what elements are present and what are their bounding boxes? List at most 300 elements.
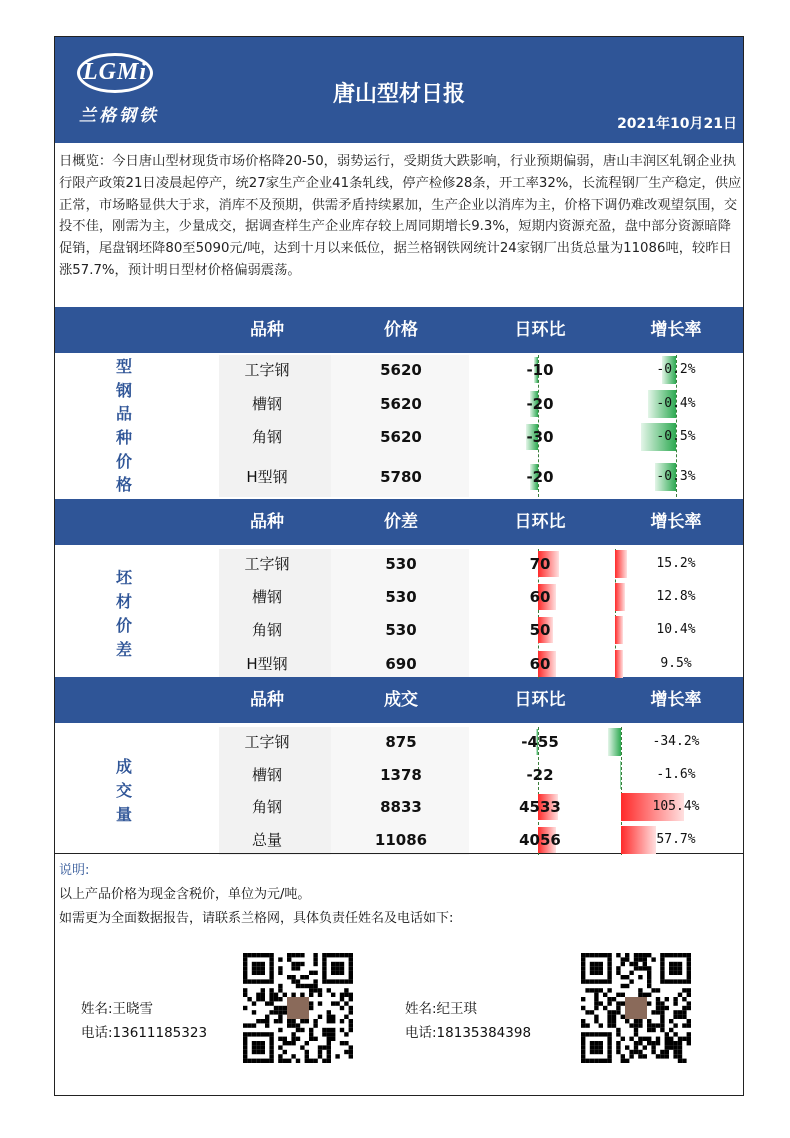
- qr-module: [300, 1045, 304, 1049]
- qr-module: [673, 1015, 677, 1019]
- qr-module: [327, 1015, 331, 1019]
- qr-module: [349, 1050, 353, 1054]
- qr-module: [274, 1006, 278, 1010]
- qr-module: [313, 957, 317, 961]
- qr-module: [687, 993, 691, 997]
- column-header: 日环比: [514, 690, 566, 710]
- qr-module: [638, 1023, 642, 1027]
- qr-module: [261, 997, 265, 1001]
- qr-code-1[interactable]: [241, 951, 355, 1065]
- qr-module: [305, 984, 309, 988]
- daily-change: 60: [529, 655, 551, 673]
- qr-module: [340, 1006, 344, 1010]
- column-header: 增长率: [650, 690, 702, 710]
- qr-module: [305, 1054, 309, 1058]
- qr-module: [581, 997, 585, 1001]
- qr-module: [594, 1050, 598, 1054]
- qr-module: [590, 988, 594, 992]
- qr-module: [296, 1023, 300, 1027]
- qr-module: [340, 979, 344, 983]
- qr-module: [660, 1028, 664, 1032]
- qr-module: [269, 1037, 273, 1041]
- qr-module: [247, 953, 251, 957]
- daily-change: -20: [526, 468, 554, 486]
- qr-module: [581, 1045, 585, 1049]
- qr-module: [344, 1001, 348, 1005]
- qr-module: [599, 1050, 603, 1054]
- qr-module: [581, 975, 585, 979]
- qr-module: [594, 1015, 598, 1019]
- qr-module: [669, 966, 673, 970]
- daily-change: -30: [526, 428, 554, 446]
- qr-module: [687, 979, 691, 983]
- qr-avatar-icon: [287, 997, 309, 1019]
- qr-module: [607, 979, 611, 983]
- qr-module: [607, 1019, 611, 1023]
- qr-module: [629, 971, 633, 975]
- qr-module: [252, 966, 256, 970]
- column-header: 品种: [250, 690, 284, 710]
- qr-avatar-icon: [625, 997, 647, 1019]
- qr-module: [344, 1015, 348, 1019]
- qr-module: [269, 1045, 273, 1049]
- qr-module: [682, 1023, 686, 1027]
- qr-module: [599, 971, 603, 975]
- qr-module: [261, 966, 265, 970]
- qr-module: [621, 957, 625, 961]
- qr-module: [327, 1010, 331, 1014]
- qr-module: [590, 1041, 594, 1045]
- qr-module: [349, 1023, 353, 1027]
- qr-module: [590, 979, 594, 983]
- qr-module: [656, 1001, 660, 1005]
- qr-module: [673, 1032, 677, 1036]
- qr-module: [331, 962, 335, 966]
- qr-module: [638, 966, 642, 970]
- qr-module: [625, 1045, 629, 1049]
- qr-module: [616, 1001, 620, 1005]
- qr-module: [247, 979, 251, 983]
- qr-module: [673, 1001, 677, 1005]
- qr-module: [687, 962, 691, 966]
- qr-module: [322, 1059, 326, 1063]
- qr-module: [682, 1037, 686, 1041]
- qr-code-2[interactable]: [579, 951, 693, 1065]
- qr-module: [673, 1045, 677, 1049]
- qr-module: [309, 1059, 313, 1063]
- qr-module: [243, 957, 247, 961]
- qr-module: [669, 953, 673, 957]
- growth-rate: 105.4%: [652, 799, 700, 814]
- qr-module: [616, 1045, 620, 1049]
- qr-module: [331, 993, 335, 997]
- qr-module: [340, 993, 344, 997]
- qr-module: [313, 1037, 317, 1041]
- qr-module: [625, 984, 629, 988]
- section-label-char: 差: [115, 640, 132, 659]
- section-label-char: 型: [115, 357, 132, 376]
- qr-module: [599, 1045, 603, 1049]
- report-title: 唐山型材日报: [332, 82, 465, 107]
- qr-module: [647, 975, 651, 979]
- qr-module: [647, 1023, 651, 1027]
- qr-module: [678, 1054, 682, 1058]
- qr-module: [269, 957, 273, 961]
- product-name: H型钢: [246, 655, 288, 673]
- qr-module: [647, 1037, 651, 1041]
- qr-module: [656, 1010, 660, 1014]
- qr-module: [344, 953, 348, 957]
- qr-module: [291, 1032, 295, 1036]
- qr-module: [629, 962, 633, 966]
- product-value: 11086: [374, 831, 428, 849]
- qr-module: [252, 1045, 256, 1049]
- qr-module: [621, 1015, 625, 1019]
- qr-module: [607, 962, 611, 966]
- section-header-1: [55, 499, 743, 545]
- qr-module: [243, 975, 247, 979]
- qr-module: [678, 1041, 682, 1045]
- qr-module: [669, 1041, 673, 1045]
- qr-module: [331, 966, 335, 970]
- qr-module: [625, 1019, 629, 1023]
- qr-module: [660, 1010, 664, 1014]
- qr-module: [300, 984, 304, 988]
- qr-module: [621, 962, 625, 966]
- qr-module: [296, 979, 300, 983]
- qr-module: [331, 979, 335, 983]
- qr-module: [331, 1019, 335, 1023]
- product-value: 5620: [380, 428, 422, 446]
- qr-module: [283, 1037, 287, 1041]
- qr-module: [322, 1028, 326, 1032]
- qr-module: [269, 1054, 273, 1058]
- qr-module: [344, 988, 348, 992]
- qr-module: [313, 953, 317, 957]
- qr-module: [651, 1010, 655, 1014]
- qr-module: [590, 1050, 594, 1054]
- qr-module: [327, 1059, 331, 1063]
- qr-module: [656, 1023, 660, 1027]
- qr-module: [335, 966, 339, 970]
- qr-module: [247, 1032, 251, 1036]
- qr-module: [594, 1041, 598, 1045]
- qr-module: [581, 1050, 585, 1054]
- qr-module: [647, 953, 651, 957]
- qr-module: [638, 1050, 642, 1054]
- qr-module: [287, 957, 291, 961]
- qr-module: [335, 1001, 339, 1005]
- qr-module: [590, 1032, 594, 1036]
- product-value: 875: [385, 733, 417, 751]
- growth-rate: 57.7%: [656, 832, 696, 847]
- qr-module: [594, 997, 598, 1001]
- qr-module: [291, 993, 295, 997]
- qr-module: [331, 1037, 335, 1041]
- qr-module: [322, 1045, 326, 1049]
- qr-module: [331, 1032, 335, 1036]
- qr-module: [643, 962, 647, 966]
- column-header: 成交: [384, 690, 418, 710]
- qr-module: [327, 953, 331, 957]
- qr-module: [313, 1059, 317, 1063]
- qr-module: [261, 953, 265, 957]
- qr-module: [305, 1041, 309, 1045]
- qr-module: [278, 966, 282, 970]
- product-name: 角钢: [251, 428, 282, 446]
- qr-module: [660, 1023, 664, 1027]
- qr-module: [318, 1054, 322, 1058]
- qr-module: [327, 1019, 331, 1023]
- qr-module: [660, 957, 664, 961]
- notes-line-2: 如需更为全面数据报告，请联系兰格网，具体负责任姓名及电话如下:: [59, 911, 454, 926]
- qr-module: [318, 1045, 322, 1049]
- qr-module: [581, 953, 585, 957]
- qr-module: [243, 1006, 247, 1010]
- qr-module: [594, 979, 598, 983]
- daily-overview: 日概览：今日唐山型材现货市场价格降20-50，弱势运行，受期货大跌影响，行业预期偏弱，唐山丰润区轧钢企业执行限产政策21日凌晨起停产，统27家生产企业41条轧线，停产检修28条，开工率32%，长流程钢厂生产稳定，供应正常，市场略显供大于求，消库不及预期，供需矛盾持续累加，生产企业以消库为主，价格下调仍难改观望氛围，交投不佳，刚需为主，少量成交，据调查样生产企业库存较上周同期增长9.3%，短期内资源充盈，盘中部分资源暗降促销，尾盘钢坯降80至5090元/吨，达到十月以来低位，据兰格钢铁网统计24家钢厂出货总量为11086吨，较昨日涨57.7%，预计明日型材价格偏弱震荡。: [59, 154, 742, 278]
- qr-module: [616, 1028, 620, 1032]
- qr-module: [283, 1050, 287, 1054]
- qr-module: [651, 988, 655, 992]
- qr-module: [585, 1023, 589, 1027]
- qr-module: [291, 1041, 295, 1045]
- growth-rate: 12.8%: [656, 589, 696, 604]
- qr-module: [634, 1045, 638, 1049]
- qr-module: [243, 966, 247, 970]
- section-label: [99, 755, 149, 827]
- qr-module: [287, 1059, 291, 1063]
- qr-module: [612, 997, 616, 1001]
- section-label-char: 量: [115, 805, 132, 824]
- qr-module: [243, 1059, 247, 1063]
- qr-module: [673, 979, 677, 983]
- qr-module: [634, 966, 638, 970]
- qr-module: [665, 979, 669, 983]
- qr-module: [656, 988, 660, 992]
- qr-module: [607, 1054, 611, 1058]
- qr-module: [673, 971, 677, 975]
- qr-module: [647, 966, 651, 970]
- qr-module: [616, 1006, 620, 1010]
- qr-module: [673, 1041, 677, 1045]
- qr-module: [665, 1054, 669, 1058]
- qr-module: [687, 957, 691, 961]
- qr-module: [296, 1059, 300, 1063]
- product-value: 5620: [380, 361, 422, 379]
- section-header-0: [55, 307, 743, 353]
- qr-module: [247, 1059, 251, 1063]
- qr-module: [687, 975, 691, 979]
- qr-module: [621, 1037, 625, 1041]
- qr-module: [278, 1006, 282, 1010]
- qr-module: [327, 1054, 331, 1058]
- qr-module: [656, 997, 660, 1001]
- qr-module: [256, 997, 260, 1001]
- qr-module: [687, 953, 691, 957]
- qr-module: [274, 1010, 278, 1014]
- qr-module: [607, 1037, 611, 1041]
- qr-module: [349, 971, 353, 975]
- qr-module: [669, 1037, 673, 1041]
- qr-module: [283, 1059, 287, 1063]
- qr-module: [607, 1041, 611, 1045]
- qr-module: [660, 1054, 664, 1058]
- qr-module: [269, 993, 273, 997]
- qr-module: [269, 971, 273, 975]
- qr-module: [349, 1028, 353, 1032]
- qr-module: [243, 953, 247, 957]
- qr-module: [621, 1054, 625, 1058]
- qr-module: [607, 1001, 611, 1005]
- qr-module: [327, 979, 331, 983]
- qr-module: [603, 993, 607, 997]
- qr-module: [278, 1010, 282, 1014]
- qr-module: [256, 1019, 260, 1023]
- qr-module: [594, 1001, 598, 1005]
- qr-module: [665, 1006, 669, 1010]
- qr-module: [349, 1019, 353, 1023]
- qr-module: [660, 979, 664, 983]
- qr-module: [252, 1050, 256, 1054]
- qr-module: [621, 993, 625, 997]
- qr-module: [599, 953, 603, 957]
- qr-module: [313, 1019, 317, 1023]
- qr-module: [256, 1032, 260, 1036]
- qr-module: [638, 953, 642, 957]
- qr-module: [243, 993, 247, 997]
- qr-module: [322, 966, 326, 970]
- qr-module: [651, 1041, 655, 1045]
- qr-module: [585, 1010, 589, 1014]
- qr-module: [340, 1041, 344, 1045]
- qr-module: [278, 1028, 282, 1032]
- qr-module: [261, 1050, 265, 1054]
- qr-module: [349, 993, 353, 997]
- qr-module: [678, 1059, 682, 1063]
- qr-module: [581, 1023, 585, 1027]
- qr-module: [243, 1037, 247, 1041]
- qr-module: [265, 1015, 269, 1019]
- qr-module: [313, 984, 317, 988]
- qr-module: [331, 1028, 335, 1032]
- qr-module: [634, 1050, 638, 1054]
- qr-module: [247, 1023, 251, 1027]
- qr-module: [309, 1001, 313, 1005]
- qr-module: [678, 1015, 682, 1019]
- qr-module: [590, 1045, 594, 1049]
- qr-module: [318, 988, 322, 992]
- qr-module: [581, 957, 585, 961]
- qr-module: [687, 1041, 691, 1045]
- qr-module: [634, 1032, 638, 1036]
- qr-module: [590, 971, 594, 975]
- qr-module: [665, 1037, 669, 1041]
- qr-module: [687, 988, 691, 992]
- qr-module: [581, 966, 585, 970]
- section-label-char: 成: [115, 757, 132, 776]
- qr-module: [331, 1015, 335, 1019]
- qr-module: [678, 1010, 682, 1014]
- qr-module: [607, 957, 611, 961]
- qr-module: [265, 1032, 269, 1036]
- column-header: 日环比: [514, 512, 566, 532]
- qr-module: [669, 1028, 673, 1032]
- qr-module: [594, 993, 598, 997]
- report-frame: [54, 36, 744, 1096]
- qr-module: [335, 1054, 339, 1058]
- qr-module: [687, 1037, 691, 1041]
- qr-module: [647, 993, 651, 997]
- qr-module: [296, 953, 300, 957]
- qr-module: [616, 1050, 620, 1054]
- qr-module: [252, 1023, 256, 1027]
- qr-module: [682, 953, 686, 957]
- qr-module: [291, 962, 295, 966]
- qr-module: [687, 1019, 691, 1023]
- qr-module: [665, 1050, 669, 1054]
- qr-module: [327, 988, 331, 992]
- section-label-char: 价: [115, 616, 132, 635]
- qr-module: [283, 1006, 287, 1010]
- qr-module: [625, 1059, 629, 1063]
- qr-module: [322, 971, 326, 975]
- qr-module: [309, 984, 313, 988]
- product-value: 690: [385, 655, 417, 673]
- qr-module: [278, 971, 282, 975]
- section-label: [99, 566, 149, 662]
- qr-module: [287, 1041, 291, 1045]
- qr-module: [678, 953, 682, 957]
- qr-module: [629, 979, 633, 983]
- qr-module: [599, 962, 603, 966]
- qr-module: [581, 1059, 585, 1063]
- qr-module: [678, 1037, 682, 1041]
- qr-module: [669, 962, 673, 966]
- qr-module: [278, 1015, 282, 1019]
- product-name: 角钢: [251, 798, 282, 816]
- qr-module: [682, 979, 686, 983]
- qr-module: [603, 979, 607, 983]
- qr-module: [247, 997, 251, 1001]
- qr-module: [327, 1032, 331, 1036]
- qr-module: [305, 1019, 309, 1023]
- qr-module: [599, 988, 603, 992]
- qr-module: [616, 966, 620, 970]
- qr-module: [252, 979, 256, 983]
- product-value: 530: [385, 621, 417, 639]
- qr-module: [638, 1041, 642, 1045]
- qr-module: [643, 953, 647, 957]
- qr-module: [335, 953, 339, 957]
- qr-module: [269, 979, 273, 983]
- qr-module: [313, 988, 317, 992]
- qr-module: [340, 966, 344, 970]
- qr-module: [660, 1015, 664, 1019]
- qr-module: [607, 1015, 611, 1019]
- qr-module: [309, 971, 313, 975]
- product-value: 8833: [380, 798, 422, 816]
- qr-module: [660, 962, 664, 966]
- qr-module: [687, 1023, 691, 1027]
- qr-module: [643, 1037, 647, 1041]
- qr-module: [243, 1054, 247, 1058]
- qr-module: [313, 979, 317, 983]
- product-name: 工字钢: [244, 361, 290, 379]
- qr-module: [607, 966, 611, 970]
- qr-module: [660, 953, 664, 957]
- qr-module: [638, 988, 642, 992]
